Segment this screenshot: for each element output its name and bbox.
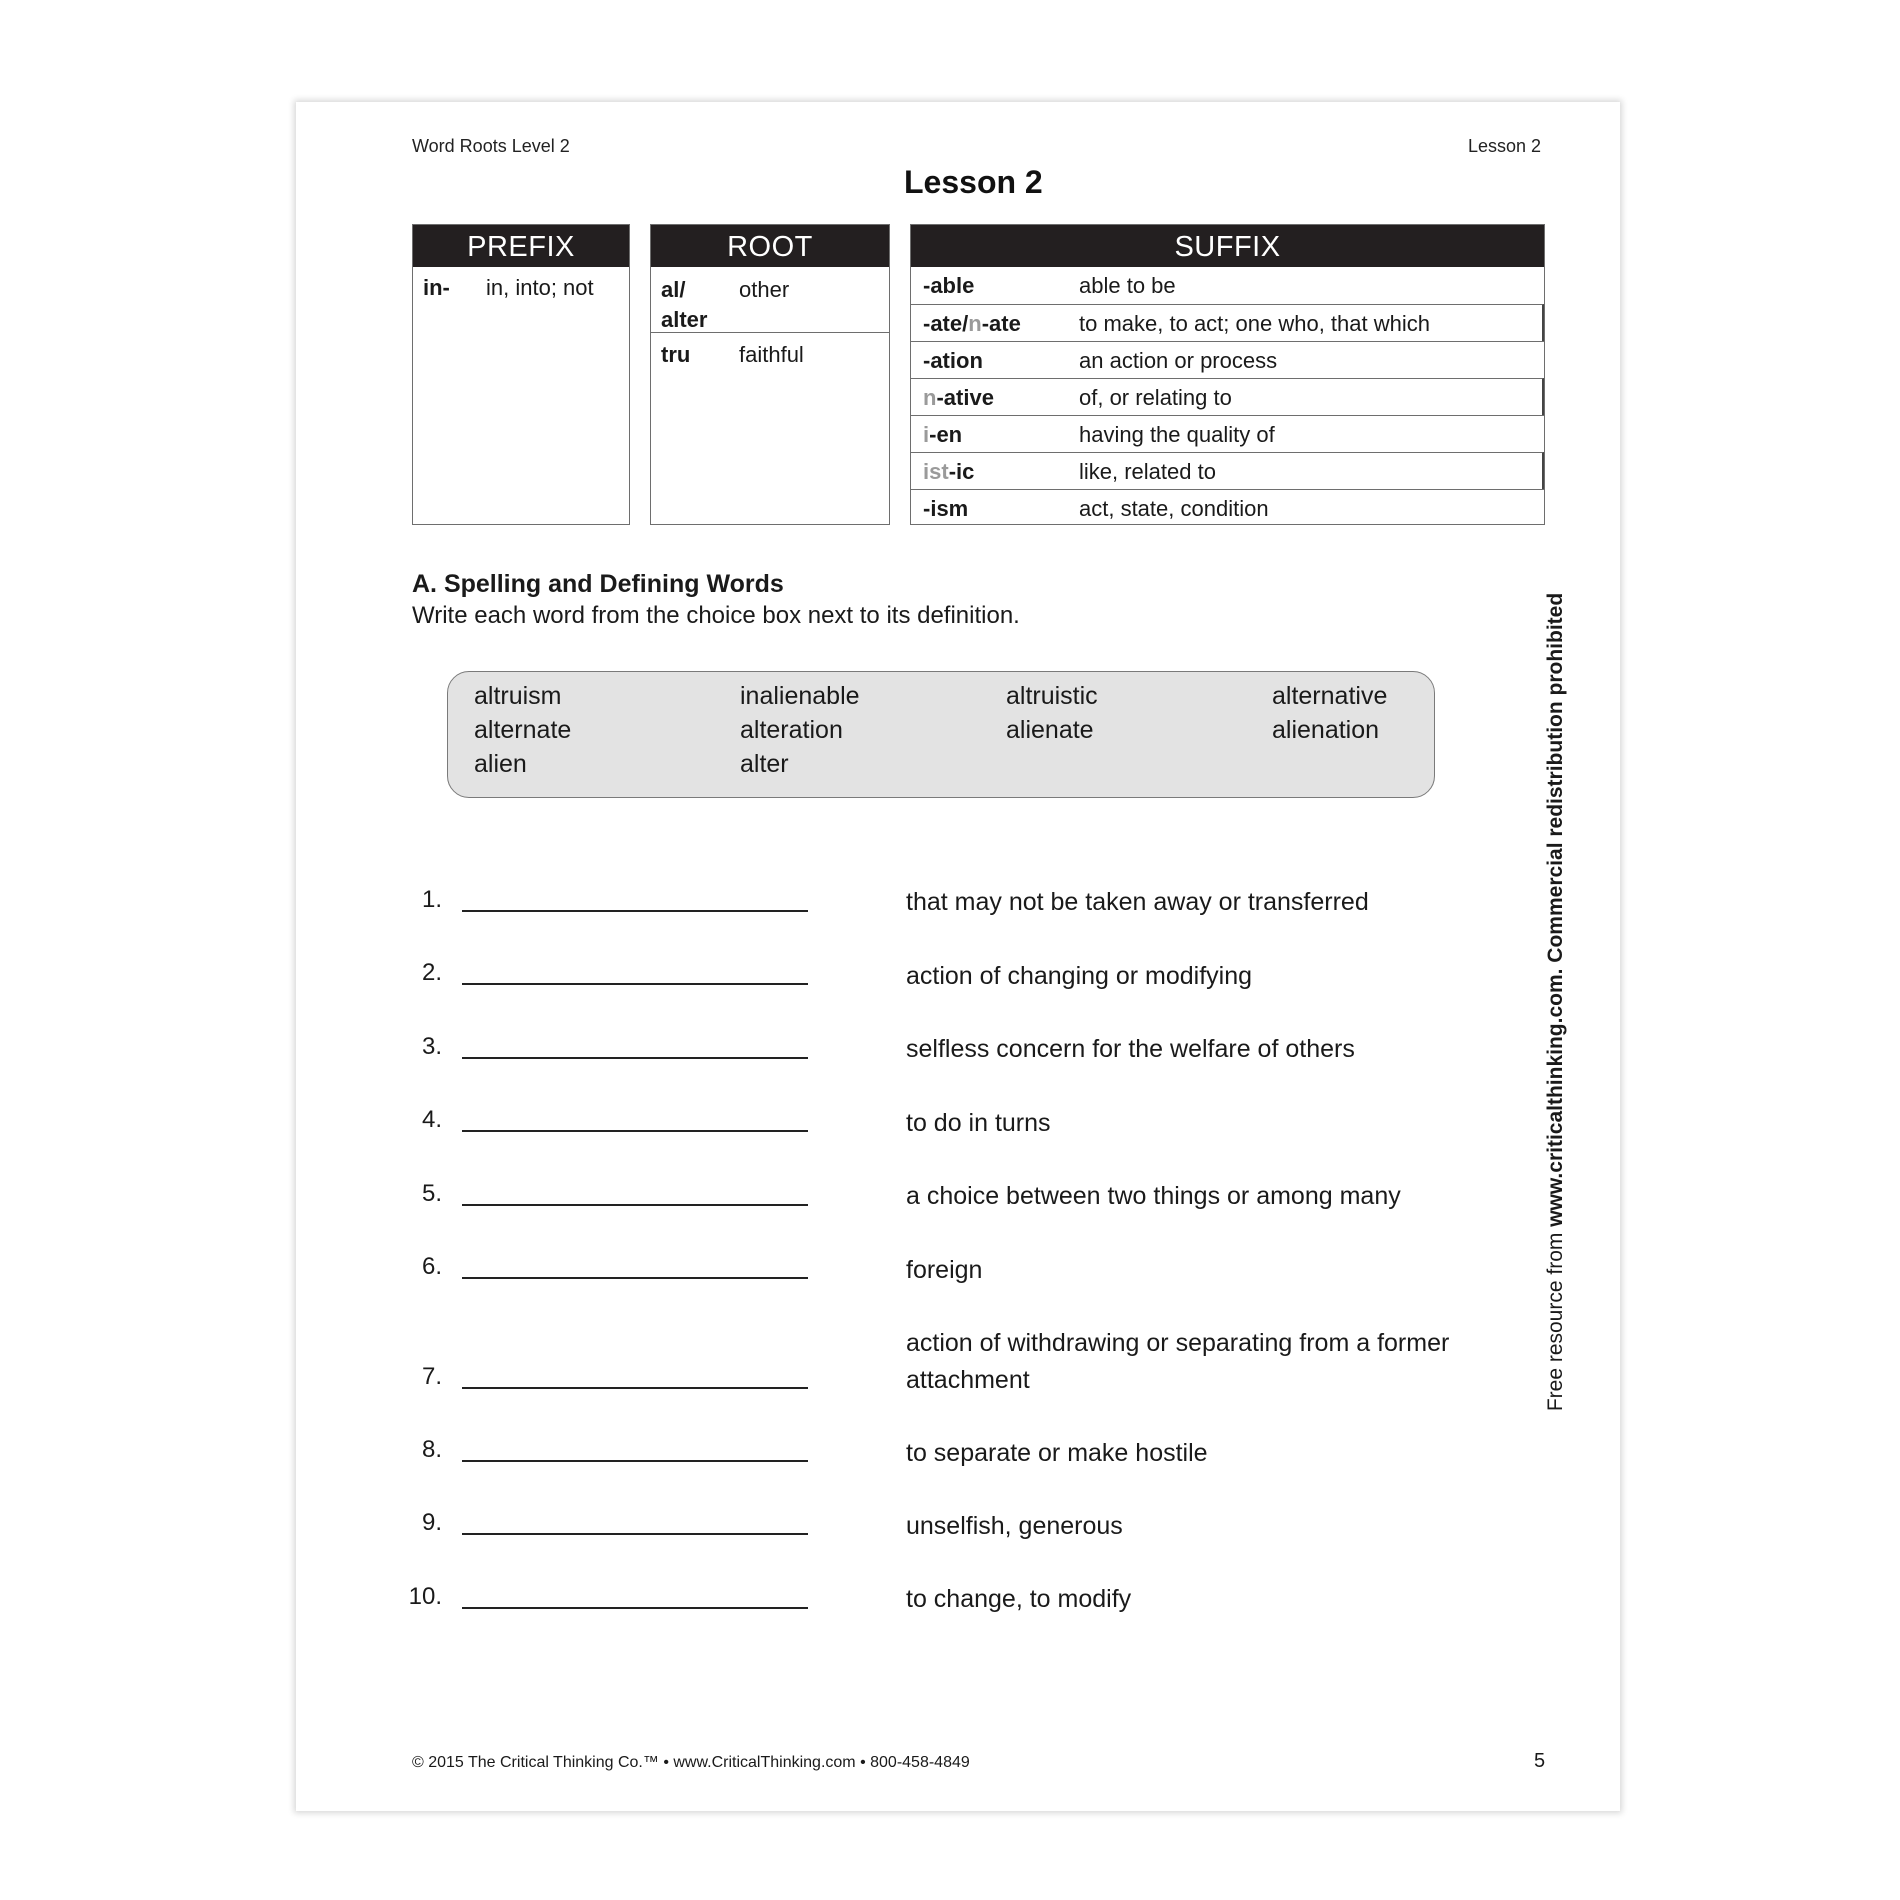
question-definition: unselfish, generous	[906, 1512, 1123, 1540]
suffix-definition: having the quality of	[1079, 422, 1275, 447]
choice-word: altruism	[474, 682, 562, 710]
question-definition: action of withdrawing or separating from a former attachment	[906, 1329, 1450, 1394]
answer-line[interactable]	[462, 1277, 808, 1279]
answer-line[interactable]	[462, 983, 808, 985]
suffix-term: -ation	[923, 348, 983, 373]
suffix-row	[911, 415, 1544, 452]
root-table-heading: ROOT	[651, 225, 889, 267]
suffix-term: -ate/n-ate	[923, 311, 1021, 336]
suffix-row	[911, 341, 1544, 378]
choice-word: alteration	[740, 716, 843, 744]
worksheet-page	[296, 102, 1620, 1811]
root-term-al: al/	[661, 277, 686, 302]
question-number: 9.	[421, 1509, 442, 1536]
suffix-definition: able to be	[1079, 273, 1176, 298]
suffix-row	[911, 267, 1544, 304]
suffix-definition: like, related to	[1079, 459, 1216, 484]
choice-word: alter	[740, 750, 789, 778]
choice-word: alternate	[474, 716, 572, 744]
side-redistribution-note	[1544, 593, 1568, 1411]
question-definition: to do in turns	[906, 1109, 1051, 1137]
question-number: 10.	[408, 1583, 442, 1610]
section-a-title: A. Spelling and Defining Words	[412, 570, 784, 598]
suffix-row	[911, 378, 1544, 415]
question-number: 4.	[421, 1106, 442, 1133]
choice-word: alienation	[1272, 716, 1380, 744]
side-note-plain: Free resource from	[1544, 1226, 1567, 1412]
suffix-row	[911, 304, 1544, 341]
choice-word: alienate	[1006, 716, 1094, 744]
suffix-term: ist-ic	[923, 459, 975, 484]
section-a-instructions: Write each word from the choice box next to its definition.	[412, 602, 1020, 629]
root-definition-other: other	[739, 277, 790, 302]
question-definition: selfless concern for the welfare of others	[906, 1035, 1355, 1063]
answer-line[interactable]	[462, 1533, 808, 1535]
suffix-table	[910, 224, 1545, 525]
choice-word: inalienable	[740, 682, 860, 710]
suffix-term: -able	[923, 273, 975, 298]
prefix-term: in-	[423, 275, 450, 300]
answer-line[interactable]	[462, 1130, 808, 1132]
prefix-table	[412, 224, 630, 525]
root-term-alter: alter	[661, 307, 708, 332]
answer-line[interactable]	[462, 910, 808, 912]
suffix-term: i-en	[923, 422, 963, 447]
prefix-definition: in, into; not	[486, 275, 594, 300]
question-definition: to change, to modify	[906, 1585, 1132, 1613]
suffix-row	[911, 452, 1544, 489]
question-number: 3.	[421, 1033, 442, 1060]
question-number: 8.	[421, 1436, 442, 1463]
question-number: 5.	[421, 1180, 442, 1207]
suffix-row	[911, 489, 1544, 526]
answer-line[interactable]	[462, 1387, 808, 1389]
page-number: 5	[1534, 1750, 1546, 1772]
question-number: 7.	[421, 1363, 442, 1390]
root-table	[650, 224, 890, 525]
page-title: Lesson 2	[904, 164, 1043, 200]
suffix-definition: to make, to act; one who, that which	[1079, 311, 1430, 336]
question-number: 6.	[421, 1253, 442, 1280]
answer-line[interactable]	[462, 1460, 808, 1462]
header-book-title: Word Roots Level 2	[412, 136, 570, 156]
choice-word: altruistic	[1006, 682, 1098, 710]
footer-copyright: © 2015 The Critical Thinking Co.™ • www.CriticalThinking.com • 800-458-4849	[412, 1754, 970, 1771]
suffix-definition: of, or relating to	[1079, 385, 1232, 410]
suffix-definition: act, state, condition	[1079, 496, 1269, 521]
root-row-divider	[651, 332, 889, 333]
prefix-table-heading: PREFIX	[413, 225, 629, 267]
choice-word: alien	[474, 750, 527, 778]
suffix-table-heading: SUFFIX	[911, 225, 1544, 267]
root-term-tru: tru	[661, 342, 691, 367]
side-note-bold: www.criticalthinking.com. Commercial redistribution prohibited	[1544, 592, 1567, 1227]
root-definition-faithful: faithful	[739, 342, 804, 367]
suffix-definition: an action or process	[1079, 348, 1278, 373]
question-definition: foreign	[906, 1256, 983, 1284]
suffix-term: -ism	[923, 496, 969, 521]
answer-line[interactable]	[462, 1057, 808, 1059]
question-number: 1.	[421, 886, 442, 913]
suffix-term: n-ative	[923, 385, 994, 410]
answer-line[interactable]	[462, 1607, 808, 1609]
question-definition: to separate or make hostile	[906, 1439, 1208, 1467]
question-definition: that may not be taken away or transferred	[906, 888, 1369, 916]
header-lesson-label: Lesson 2	[1468, 136, 1542, 156]
question-number: 2.	[421, 959, 442, 986]
question-definition: action of changing or modifying	[906, 962, 1253, 990]
choice-word: alternative	[1272, 682, 1388, 710]
choice-box	[447, 671, 1435, 798]
question-definition: a choice between two things or among many	[906, 1182, 1401, 1210]
answer-line[interactable]	[462, 1204, 808, 1206]
